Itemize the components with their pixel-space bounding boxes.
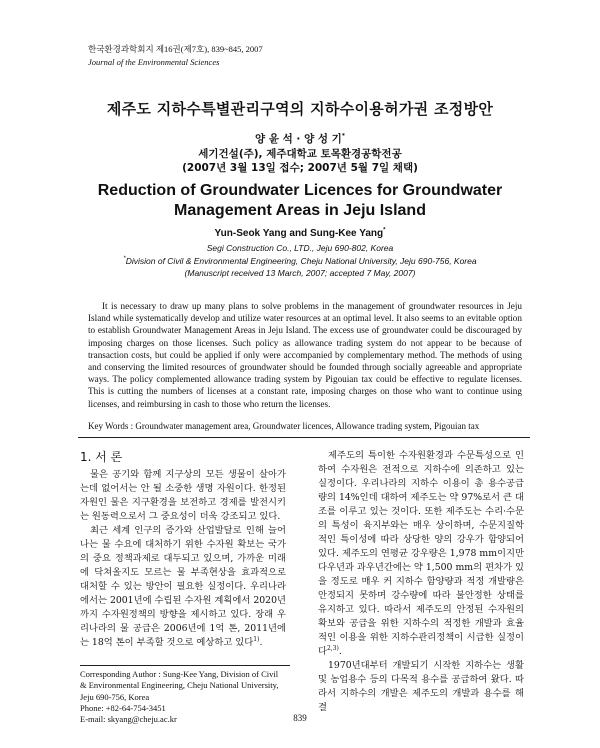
- manuscript-dates: (Manuscript received 13 March, 2007; accepted 7 May, 2007): [184, 268, 416, 278]
- right-paragraph-2: 1970년대부터 개발되기 시작한 지하수는 생활 및 농업용수 등의 다목적 용수를 공급하여 왔다. 따라서 지하수의 개발은 제주도의 개발과 용수를 해결: [318, 660, 524, 713]
- english-affiliation: [0, 242, 600, 280]
- english-author-names: Yun-Seok Yang and Sung-Kee Yang: [214, 228, 384, 239]
- section-heading-introduction: 1. 서 론: [80, 450, 123, 464]
- affiliation-line-2-text: Division of Civil & Environmental Engineering, Cheju National University, Jeju 690-756, Korea: [125, 255, 477, 266]
- citation-ref: 2,3): [326, 644, 339, 652]
- section-divider: [78, 437, 530, 438]
- korean-author-names: 양 윤 석 · 양 성 기: [255, 133, 342, 145]
- affiliation-line-1: Segi Construction Co., LTD., Jeju 690-802, Korea: [206, 243, 394, 253]
- english-title-line-2: Management Areas in Jeju Island: [174, 202, 426, 219]
- korean-author-block: [0, 132, 600, 176]
- korean-title: 제주도 지하수특별관리구역의 지하수이용허가권 조정방안: [106, 100, 494, 118]
- affiliation-marker: *: [123, 255, 126, 262]
- korean-authors: [0, 132, 600, 147]
- right-paragraph-1-text: 제주도의 특이한 수자원환경과 수문특성으로 인하여 수자원은 전적으로 지하수에 의존하고 있는 실정이다. 우리나라의 지하수 이용이 총 용수공급량의 14%인데 대하여 제주도는 약 97%로서 큰 대조를 이루고 있는 것이다. 또한 제주도는 수리·수문의 특성이 육지부와는 매우 상이하며, 수문지질학적인 특이성에 따라 상당한 양의 강우가 함양되어 있다. 제주도의 연평균 강우량은 1,978 mm이지만 다우년과 과우년간에는 약 1,500 mm의 편차가 있을 정도로 매우 커 지하수 함양량과 적정 개발량은 안정되지 못하며 강수량에 따라 불안정한 상태를 유지하고 있다. 따라서 제주도의 안정된 수자원의 확보와 공급을 위한 지하수의 적정한 개발과 효율적인 이용을 위한 지하수관리정책이 시급한 실정이다: [318, 450, 524, 657]
- english-authors: [0, 228, 600, 239]
- author-marker: *: [341, 132, 345, 140]
- correspondence-line-1: Corresponding Author : Sung-Kee Yang, Division of Civil: [80, 669, 279, 679]
- korean-received-dates: (2007년 3월 13일 접수; 2007년 5월 7일 채택): [182, 162, 418, 174]
- english-title-line-1: Reduction of Groundwater Licences for Groundwater: [97, 182, 503, 199]
- journal-name: Journal of the Environmental Sciences: [88, 56, 220, 67]
- right-paragraph-1-end: .: [338, 646, 342, 657]
- journal-header: [88, 43, 263, 68]
- citation-ref: 1): [253, 635, 260, 643]
- journal-citation: 한국환경과학회지 제16권(제7호), 839~845, 2007: [88, 44, 263, 54]
- correspondence-phone: Phone: +82-64-754-3451: [80, 702, 166, 713]
- affiliation-line-2: [0, 255, 600, 268]
- keywords: Key Words : Groundwater management area, Groundwater licences, Allowance trading system, Pigouian tax: [88, 421, 480, 431]
- abstract: It is necessary to draw up many plans to solve problems in the management of groundwater resources in Jeju Island while systematically develop and utilize water resources at an optimal level. It also seems to an evitable option to establish Groundwater Management Areas in Jeju Island. The excess use of groundwater could be discouraged by imposing charges on those licenses. Such policy as allowance trading system do not appear to be because of transaction costs, but could be applied if only were accompanied by complementary method. The methods of using and conserving the limited resources of groundwater should be founded through socially agreeable and appropriate ways. The policy complemented allowance trading system by Pigouian tax could be effective to regulate licenses. This is cutting the numbers of licenses at a constant rate, imposing charges on those who want to continue using licenses, and reimbursing in cash to those who return the licenses.: [88, 301, 522, 409]
- english-title: [0, 181, 600, 221]
- right-column: [318, 449, 524, 715]
- left-paragraph-2-end: .: [259, 637, 263, 648]
- right-paragraph-1: [318, 449, 524, 659]
- korean-affiliation: 세기건설(주), 제주대학교 토목환경공학전공: [198, 147, 402, 160]
- left-paragraph-2-text: 최근 세계 인구의 증가와 산업발달로 인해 늘어나는 물 수요에 대처하기 위한 수자원 확보는 국가의 중요 정책과제로 대두되고 있으며, 가까운 미래에 닥쳐올지도 모르는 물 부족현상을 효과적으로 대처할 수 있는 방안이 필요한 실정이다. 우리나라에서는 2001년에 수립된 수자원 계획에서 2020년까지 수자원정책의 방향을 제시하고 있다. 장래 우리나라의 물 공급은 2006년에 1억 톤, 2011년에는 18억 톤이 부족할 것으로 예상하고 있다: [80, 525, 286, 648]
- correspondence-email: E-mail: skyang@cheju.ac.kr: [80, 714, 177, 725]
- left-paragraph-2: [80, 524, 286, 650]
- correspondence-line-2: & Environmental Engineering, Cheju National University,: [80, 680, 279, 691]
- left-paragraph-1: 물은 공기와 함께 지구상의 모든 생물이 살아가는데 없어서는 안 될 소중한 생명 자원이다. 한정된 자원인 물은 지구환경을 보전하고 경제를 발전시키는 원동력으로서 그 중요성이 더욱 강조되고 있다.: [80, 469, 286, 522]
- correspondence-line-3: Jeju 690-756, Korea: [80, 691, 150, 702]
- page-number: 839: [293, 713, 307, 723]
- left-column: [80, 449, 286, 650]
- english-author-marker: *: [383, 227, 386, 234]
